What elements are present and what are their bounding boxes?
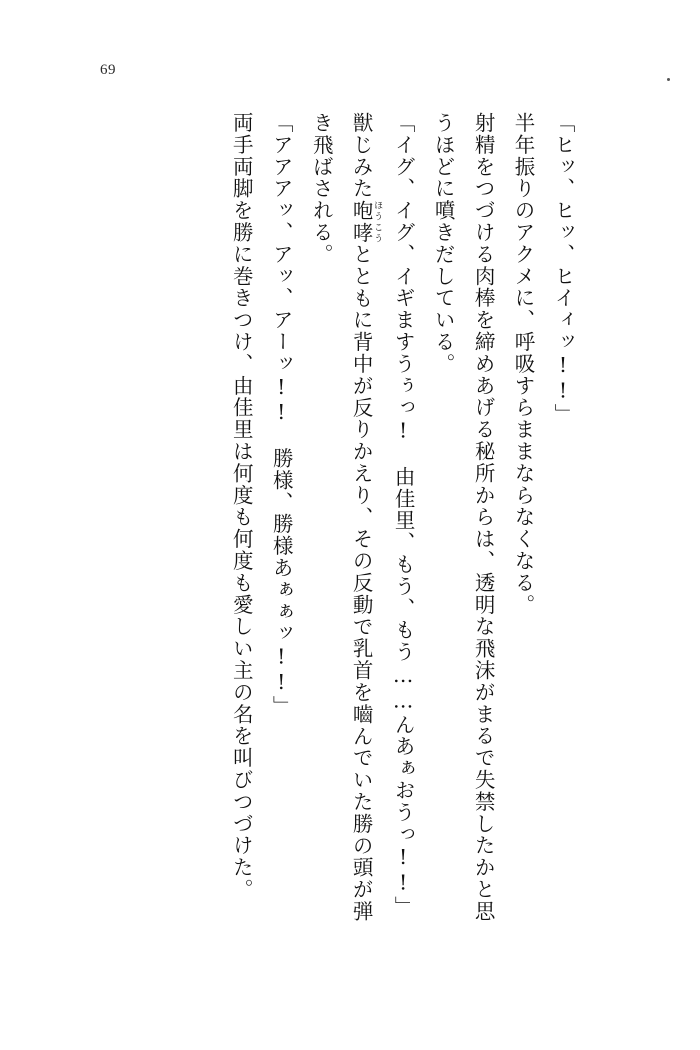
paragraph: 「イグ、イグ、イギますうぅっ! 由佳里、もう、もう……んあぁおうっ!!」 xyxy=(391,112,416,918)
page-number: 69 xyxy=(100,62,116,78)
paragraph: 射精をつづける肉棒を締めあげる秘所からは、透明な飛沫がまるで失禁したかと思うほどに噴きだしている。 xyxy=(431,112,496,923)
vertical-body-text xyxy=(122,112,582,932)
page-corner-dot xyxy=(667,78,670,81)
paragraph: 「ヒッ、ヒッ、ヒイィッ!!」 xyxy=(551,112,575,426)
ruby-annotation: 咆哮 ほうこう xyxy=(349,199,383,244)
paragraph: 両手両脚を勝に巻きつけ、由佳里は何度も何度も愛しい主の名を叫びつづけた。 xyxy=(229,112,254,901)
paragraph: 獣じみた咆哮 ほうこうとともに背中が反りかえり、その反動で乳首を嚙んでいた勝の頭が弾き飛ばされる。 xyxy=(309,112,383,923)
paragraph: 半年振りのアクメに、呼吸すらままならなくなる。 xyxy=(511,112,536,616)
paragraph: 「アアアッ、アッ、アーッ!! 勝様、勝様あぁぁッ!!」 xyxy=(269,112,294,718)
